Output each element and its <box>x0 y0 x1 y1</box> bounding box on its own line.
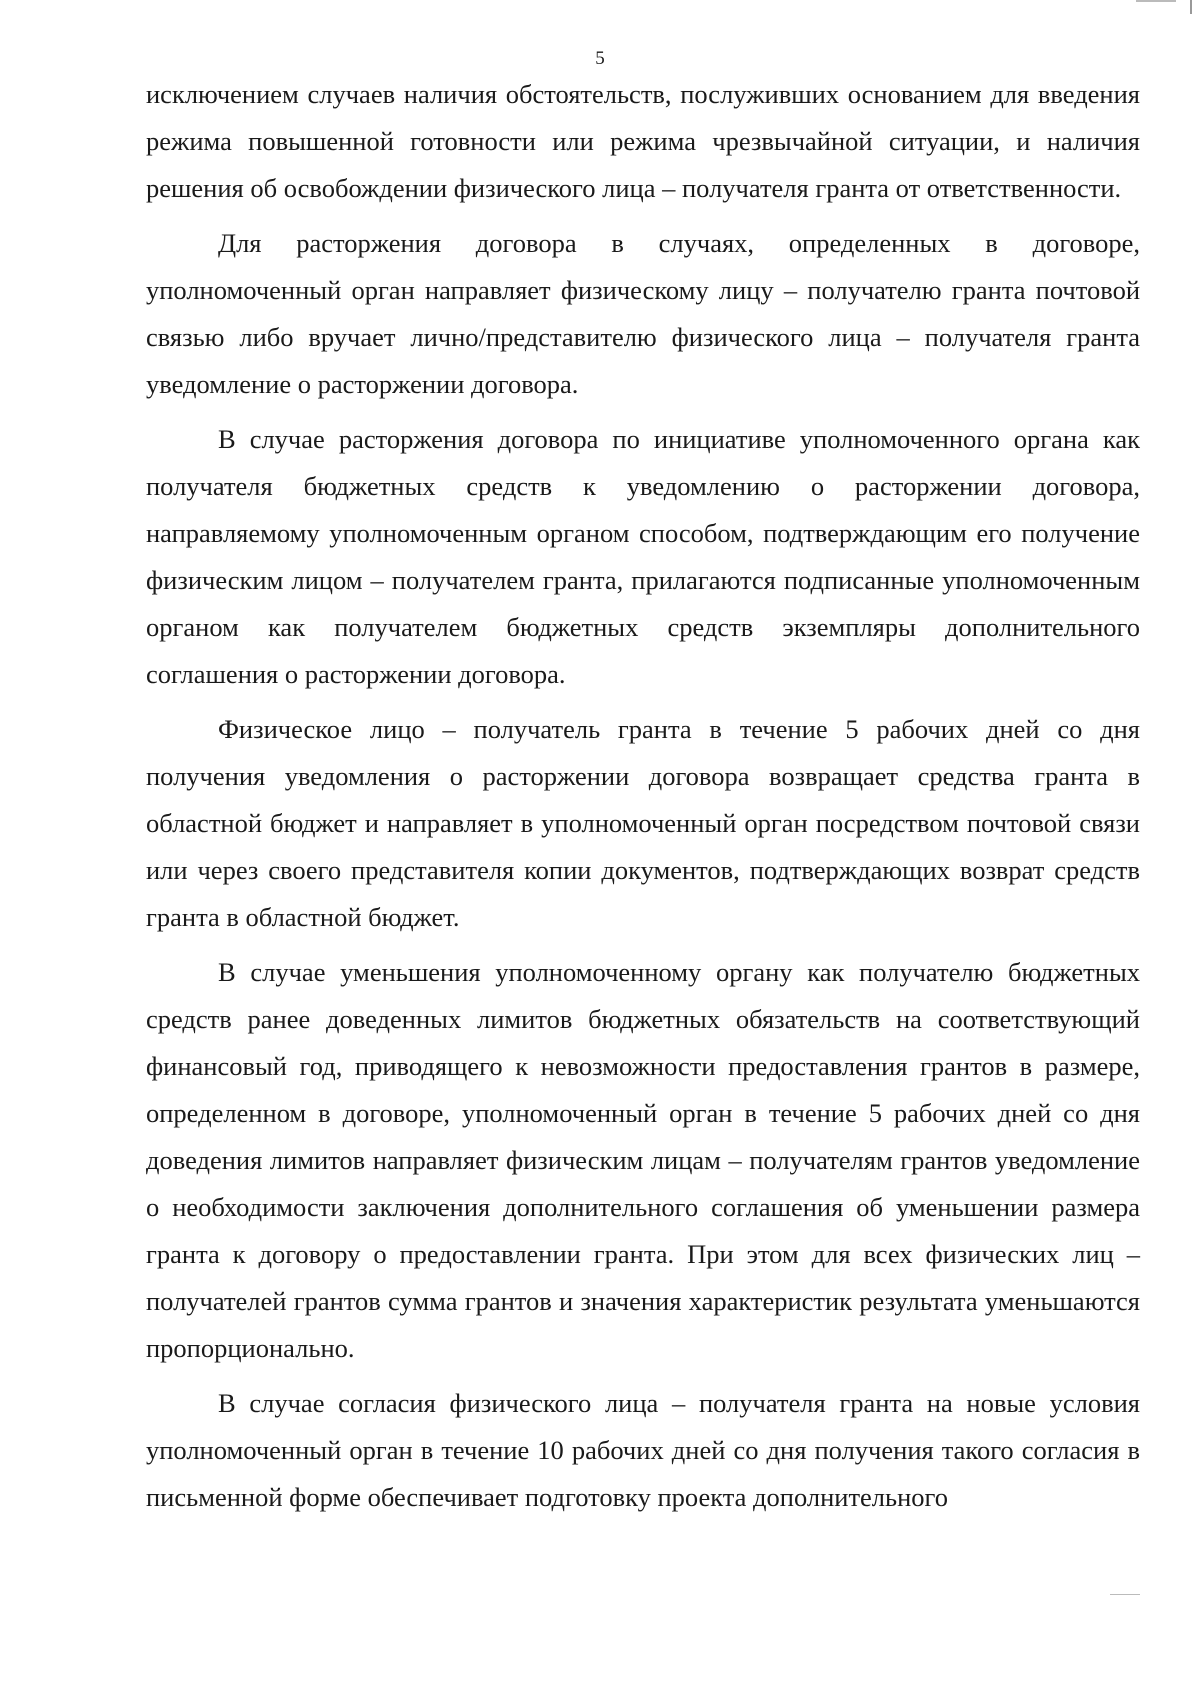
page-number: 5 <box>595 48 605 69</box>
paragraph: В случае согласия физического лица – получателя гранта на новые условия уполномоченный орган в течение 10 рабочих дней со дня получения такого согласия в письменной форме обеспечивает подготовку проекта дополнительного <box>146 1388 1140 1512</box>
paragraph: Для расторжения договора в случаях, определенных в договоре, уполномоченный орган направляет физическому лицу – получателю гранта почтовой связью либо вручает лично/представителю физического лица – получателя гранта уведомление о расторжении договора. <box>146 228 1140 399</box>
paragraph: исключением случаев наличия обстоятельств, послуживших основанием для введения режима повышенной готовности или режима чрезвычайной ситуации, и наличия решения об освобождении физического лица – получателя гранта от ответственности. <box>146 79 1140 203</box>
scan-edge-mark <box>1136 0 1176 2</box>
scan-edge-mark <box>1110 1594 1140 1595</box>
scan-edge-mark <box>1190 0 1192 14</box>
document-body <box>146 71 1140 1521</box>
paragraph: В случае уменьшения уполномоченному органу как получателю бюджетных средств ранее доведенных лимитов бюджетных обязательств на соответствующий финансовый год, приводящего к невозможности предоставления грантов в размере, определенном в договоре, уполномоченный орган в течение 5 рабочих дней со дня доведения лимитов направляет физическим лицам – получателям грантов уведомление о необходимости заключения дополнительного соглашения об уменьшении размера гранта к договору о предоставлении гранта. При этом для всех физических лиц – получателей грантов сумма грантов и значения характеристик результата уменьшаются пропорционально. <box>146 957 1140 1363</box>
paragraph: В случае расторжения договора по инициативе уполномоченного органа как получателя бюджетных средств к уведомлению о расторжении договора, направляемому уполномоченным органом способом, подтверждающим его получение физическим лицом – получателем гранта, прилагаются подписанные уполномоченным органом как получателем бюджетных средств экземпляры дополнительного соглашения о расторжении договора. <box>146 424 1140 689</box>
paragraph: Физическое лицо – получатель гранта в течение 5 рабочих дней со дня получения уведомления о расторжении договора возвращает средства гранта в областной бюджет и направляет в уполномоченный орган посредством почтовой связи или через своего представителя копии документов, подтверждающих возврат средств гранта в областной бюджет. <box>146 714 1140 932</box>
